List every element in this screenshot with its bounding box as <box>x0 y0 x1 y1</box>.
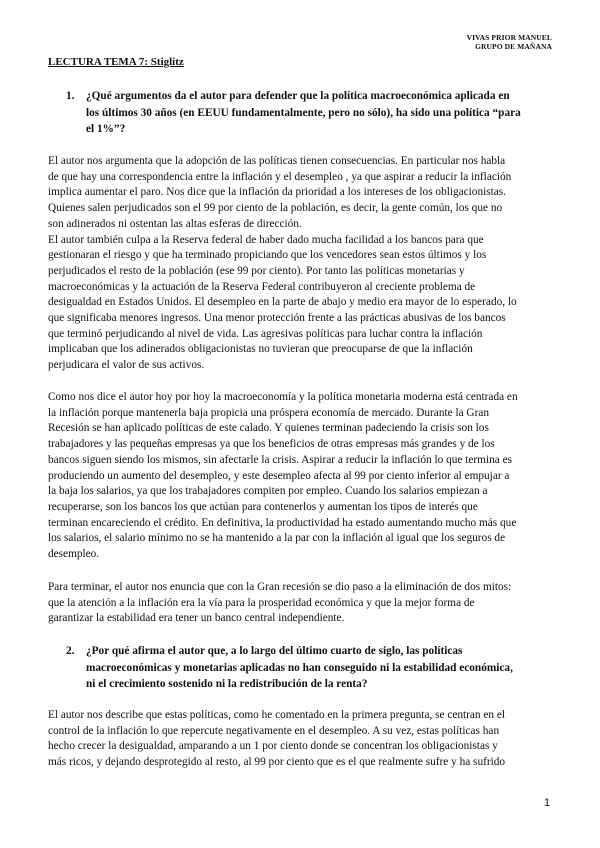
paragraph-line: los salarios, el salario mínimo no se ha mantenido a la par con la inflación al igual que los seguros de <box>48 532 506 545</box>
paragraph-line: Recesión se han aplicado políticas de este calado. Y quienes terminan padeciendo la crisis son los <box>48 422 489 435</box>
paragraph-line: gestionaran el riesgo y que ha terminado propiciando que los vencedores sean estos últimos y los <box>48 249 487 262</box>
paragraph-line: perjudicados el resto de la población (ese 99 por ciento). Por tanto las políticas monetarias y <box>48 264 465 277</box>
paragraph-line: hecho crecer la desigualdad, amparando a un 1 por ciento donde se concentran los obligacionistas y <box>48 740 498 753</box>
paragraph-line: que significaba menores ingresos. Una menor protección frente a las prácticas abusivas de los bancos <box>48 312 506 325</box>
question-1-text <box>68 88 556 138</box>
question-1-line: ¿Qué argumentos da el autor para defender que la política macroeconómica aplicada en <box>86 90 510 102</box>
paragraph-line: que la atención a la inflación era la vía para la prosperidad económica y que la mejor forma de <box>48 596 475 609</box>
question-2 <box>68 643 556 693</box>
paragraph-line: de que hay una correspondencia entre la inflación y el desempleo , ya que aspirar a reducir la inflación <box>48 170 512 183</box>
author-name: VIVAS PRIOR MANUEL <box>466 33 552 42</box>
question-1-number: 1. <box>66 90 75 102</box>
question-2-line: ni el crecimiento sostenido ni la redistribución de la renta? <box>86 678 368 690</box>
question-2-line: ¿Por qué afirma el autor que, a lo largo del último cuarto de siglo, las políticas <box>86 645 463 657</box>
author-group: GRUPO DE MAÑANA <box>475 42 552 51</box>
author-header <box>467 33 552 51</box>
paragraph-line: la inflación porque mantenerla baja propicia una próspera economía de mercado. Durante la Gran <box>48 406 490 419</box>
paragraph-line: la baja los salarios, ya que los trabajadores compiten por empleo. Cuando los salarios empiezan a <box>48 485 488 498</box>
paragraph-1 <box>48 154 552 374</box>
page-number: 1 <box>544 797 551 809</box>
paragraph-line: más ricos, y dejando desprotegido al resto, al 99 por ciento que es el que realmente sufre y ha sufrido <box>48 756 506 769</box>
paragraph-line: implica aumentar el paro. Nos dice que la inflación da prioridad a los intereses de los obligacionistas. <box>48 186 507 199</box>
paragraph-line: produciendo un aumento del desempleo, y este desempleo afecta al 99 por ciento inferior al empujar a <box>48 469 510 482</box>
paragraph-line: Para terminar, el autor nos enuncia que con la Gran recesión se dio paso a la eliminación de dos mitos: <box>48 581 512 593</box>
paragraph-2 <box>48 390 552 563</box>
paragraph-line: El autor nos argumenta que la adopción de las políticas tienen consecuencias. En particular nos habla <box>48 155 506 167</box>
question-1 <box>68 88 556 138</box>
document-title: LECTURA TEMA 7: Stiglitz <box>48 56 184 68</box>
paragraph-line: macroeconómicas y la actuación de la Reserva Federal contribuyeron al creciente problema de <box>48 280 476 293</box>
paragraph-line: implicaban que los adinerados obligacionistas no tuvieran que preocuparse de que la inflación <box>48 343 473 356</box>
paragraph-line: trabajadores y las pequeñas empresas ya que los beneficios de otras empresas más grandes y de los <box>48 438 495 451</box>
paragraph-line: desigualdad en Estados Unidos. El desempleo en la parte de abajo y medio era mayor de lo esperado, lo <box>48 296 517 309</box>
paragraph-line: desempleo. <box>48 548 100 561</box>
paragraph-4 <box>48 708 552 771</box>
question-1-line: los últimos 30 años (en EEUU fundamentalmente, pero no sólo), ha sido una política “para <box>86 106 521 119</box>
paragraph-line: son adinerados ni ostentan las altas esferas de dirección. <box>48 217 302 230</box>
paragraph-line: garantizar la estabilidad era tener un banco central independiente. <box>48 612 345 625</box>
question-2-line: macroeconómicas y monetarias aplicadas no han conseguido ni la estabilidad económica, <box>86 661 513 674</box>
question-2-number: 2. <box>66 645 75 657</box>
paragraph-line: bancos siguen siendo los mismos, sin afectarle la crisis. Aspirar a reducir la inflación lo que termina es <box>48 453 512 466</box>
paragraph-line: que terminó perjudicando al nivel de vida. Las agresivas políticas para luchar contra la inflación <box>48 327 483 340</box>
paragraph-3 <box>48 580 552 627</box>
question-2-text <box>68 643 556 693</box>
paragraph-line: perjudicara el valor de sus activos. <box>48 359 205 372</box>
paragraph-line: Quienes salen perjudicados son el 99 por ciento de la población, es decir, la gente común, los que no <box>48 202 503 215</box>
paragraph-line: control de la inflación lo que repercute negativamente en el desempleo. A su vez, estas políticas han <box>48 724 500 737</box>
paragraph-line: Como nos dice el autor hoy por hoy la macroeconomía y la política monetaria moderna está centrada en <box>48 391 518 403</box>
question-1-line: el 1%”? <box>86 123 126 135</box>
paragraph-line: El autor nos describe que estas políticas, como he comentado en la primera pregunta, se centran en el <box>48 709 506 721</box>
paragraph-line: recuperarse, son los bancos los que actúan para contenerlos y aumentan los tipos de interés que <box>48 500 478 513</box>
paragraph-line: El autor también culpa a la Reserva federal de haber dado mucha facilidad a los bancos para que <box>48 233 484 246</box>
paragraph-line: terminan encareciendo el crédito. En definitiva, la productividad ha estado aumentando mucho más que <box>48 516 517 529</box>
